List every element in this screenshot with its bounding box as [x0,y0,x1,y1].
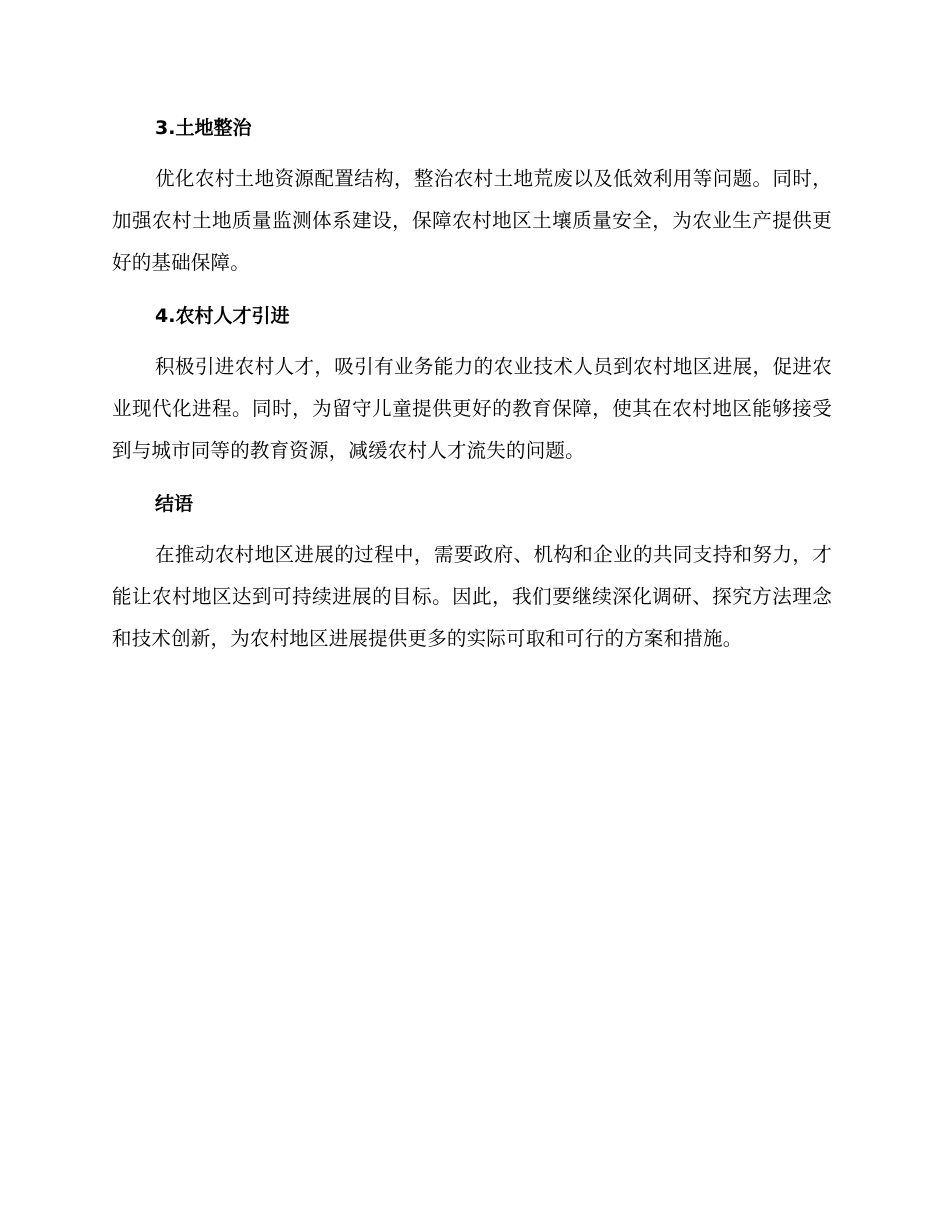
section-heading-land-remediation: 3.土地整治 [155,117,252,139]
section-heading-talent-introduction: 4.农村人才引进 [155,305,290,327]
section-heading-conclusion: 结语 [155,493,194,515]
section-body-land-remediation: 优化农村土地资源配置结构，整治农村土地荒废以及低效利用等问题。同时，加强农村土地质量监测体系建设，保障农村地区土壤质量安全，为农业生产提供更好的基础保障。 [112,167,832,274]
section-body-conclusion: 在推动农村地区进展的过程中，需要政府、机构和企业的共同支持和努力，才能让农村地区达到可持续进展的目标。因此，我们要继续深化调研、探究方法理念和技术创新，为农村地区进展提供更多的实际可取和可行的方案和措施。 [112,543,832,650]
section-body-talent-introduction: 积极引进农村人才，吸引有业务能力的农业技术人员到农村地区进展，促进农业现代化进程。同时，为留守儿童提供更好的教育保障，使其在农村地区能够接受到与城市同等的教育资源，减缓农村人才流失的问题。 [112,355,832,462]
document-page [112,108,832,672]
